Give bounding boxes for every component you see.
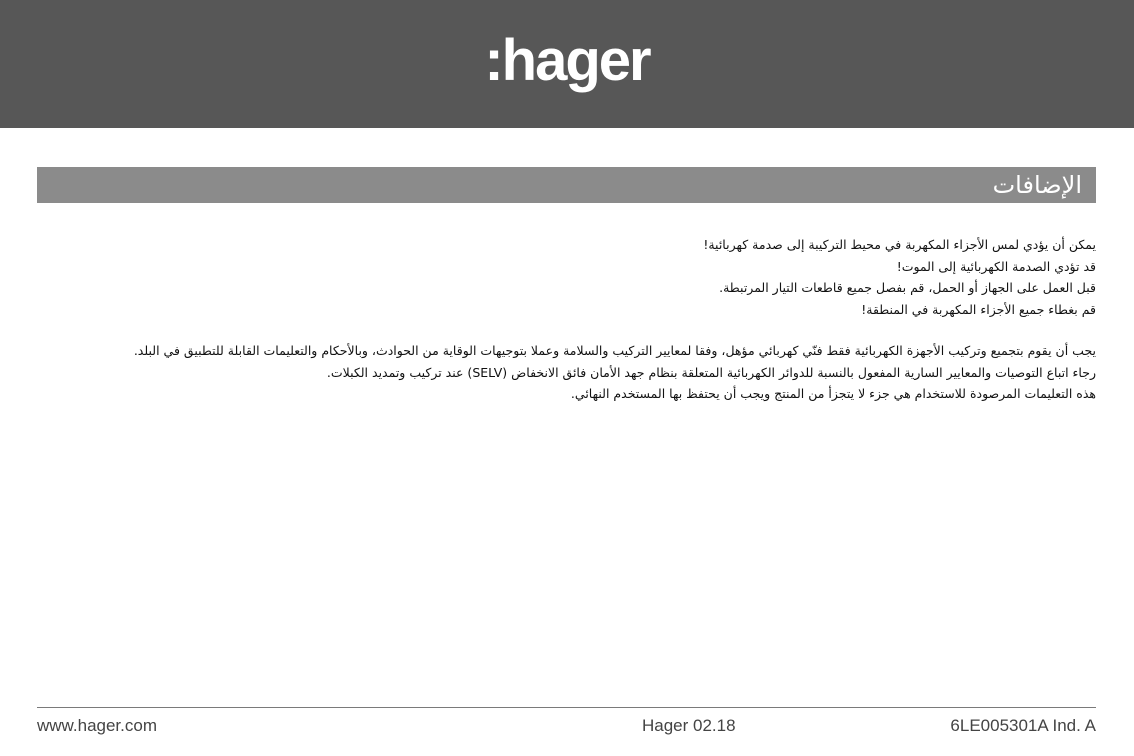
footer-edition: Hager 02.18 [642,716,736,735]
warning-line: قم بغطاء جميع الأجزاء المكهربة في المنطقة! [861,301,1096,317]
header-band [0,0,1134,128]
warning-line: قبل العمل على الجهاز أو الحمل، قم بفصل جميع قاطعات التيار المرتبطة. [719,280,1096,295]
hager-logo: :hager [484,28,650,93]
paragraph-gap [37,320,1096,340]
warning-line: يمكن أن يؤدي لمس الأجزاء المكهربة في محيط التركيبة إلى صدمة كهربائية! [703,237,1096,252]
instruction-line: هذه التعليمات المرصودة للاستخدام هي جزء لا يتجزأ من المنتج ويجب أن يحتفظ بها المستخدم النهائي. [570,386,1096,401]
body-text [37,234,1096,405]
instruction-line: يجب أن يقوم بتجميع وتركيب الأجهزة الكهربائية فقط فنّي كهربائي مؤهل، وفقا لمعايير التركيب والسلامة وعملا بتوجيهات الوقاية من الحوادث، وبالأحكام والتعليمات القابلة للتطبيق في البلد. [133,343,1096,358]
footer-divider [37,707,1096,708]
section-title: الإضافات [992,171,1082,199]
instruction-line: رجاء اتباع التوصيات والمعايير السارية المفعول بالنسبة للدوائر الكهربائية المتعلقة بنظام جهد الأمان فائق الانخفاض (SELV) عند تركيب وتمديد الكبلات. [326,364,1096,380]
footer-reference: 6LE005301A Ind. A [950,716,1096,735]
section-title-bar [37,167,1096,203]
warning-line: قد تؤدي الصدمة الكهربائية إلى الموت! [896,258,1096,274]
footer-website: www.hager.com [37,716,157,735]
